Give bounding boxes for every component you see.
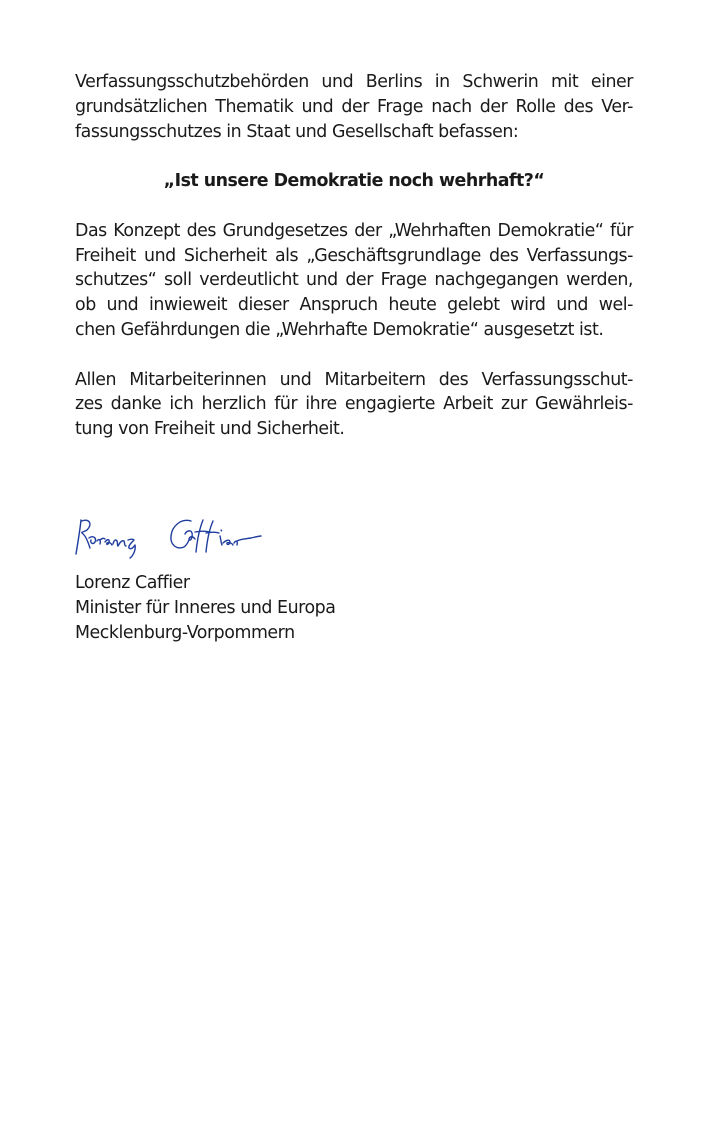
paragraph-gap [75,194,633,219]
question-heading: „Ist unsere Demokratie noch wehrhaft?“ [163,171,545,192]
document-body [75,70,633,442]
text-line: ob und inwieweit dieser Anspruch heute gelebt wird und wel- [75,295,633,316]
paragraph-thanks [75,368,633,442]
text-line: fassungsschutzes in Staat und Gesellschaft befassen: [75,121,519,142]
signature-block [75,571,475,645]
signer-title: Minister für Inneres und Europa [75,597,336,618]
text-line: Das Konzept des Grundgesetzes der „Wehrhaften Demokratie“ für [75,220,633,241]
signer-name: Lorenz Caffier [75,573,190,593]
text-line: grundsätzlichen Thematik und der Frage nach der Rolle des Ver- [75,96,633,117]
signature-icon [73,512,263,564]
paragraph-gap [75,144,633,169]
paragraph-gap [75,343,633,368]
paragraph-intro [75,70,633,144]
text-line: chen Gefährdungen die „Wehrhafte Demokratie“ ausgesetzt ist. [75,319,604,340]
text-line: zes danke ich herzlich für ihre engagierte Arbeit zur Gewährleis- [75,394,633,415]
text-line: Allen Mitarbeiterinnen und Mitarbeitern des Verfassungsschut- [75,369,633,390]
signer-state: Mecklenburg-Vorpommern [75,622,295,643]
text-line: Verfassungsschutzbehörden und Berlins in Schwerin mit einer [75,72,633,92]
text-line: schutzes“ soll verdeutlicht und der Frage nachgegangen werden, [75,270,633,291]
handwritten-signature [73,512,263,564]
paragraph-concept [75,219,633,343]
text-line: tung von Freiheit und Sicherheit. [75,419,345,440]
text-line: Freiheit und Sicherheit als „Geschäftsgrundlage des Verfassungs- [75,245,633,266]
